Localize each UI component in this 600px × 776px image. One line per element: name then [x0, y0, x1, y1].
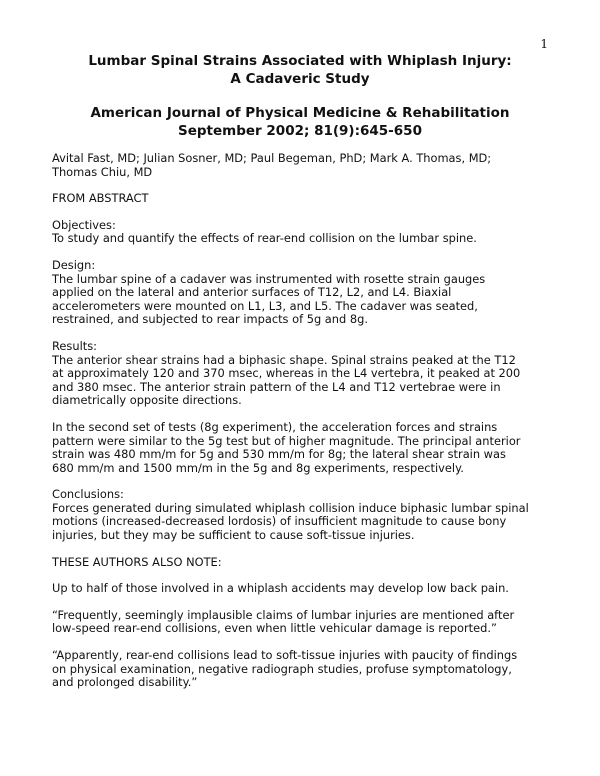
title-line-1: Lumbar Spinal Strains Associated with Whiplash Injury:	[88, 53, 512, 69]
journal-info	[0, 104, 600, 140]
conclusions-heading: Conclusions:	[52, 487, 124, 502]
results-section	[52, 340, 562, 408]
note-2-line-1: “Frequently, seemingly implausible claims of lumbar injuries are mentioned after	[52, 607, 515, 622]
results-paragraph-2	[52, 421, 562, 475]
title-line-2: A Cadaveric Study	[230, 71, 370, 87]
conclusions-line-1: Forces generated during simulated whiplash collision induce biphasic lumbar spinal	[52, 500, 529, 515]
objectives-text: To study and quantify the effects of rear-end collision on the lumbar spine.	[52, 231, 477, 246]
note-1: Up to half of those involved in a whiplash accidents may develop low back pain.	[52, 581, 509, 596]
design-line-1: The lumbar spine of a cadaver was instrumented with rosette strain gauges	[52, 271, 486, 286]
document-body	[52, 152, 562, 690]
results-p2-line-1: In the second set of tests (8g experiment), the acceleration forces and strains	[52, 419, 498, 434]
note-3-line-2: on physical examination, negative radiograph studies, profuse symptomatology,	[52, 661, 512, 676]
journal-citation: September 2002; 81(9):645-650	[178, 123, 422, 139]
results-p1-line-1: The anterior shear strains had a biphasic shape. Spinal strains peaked at the T12	[52, 352, 516, 367]
article-title	[0, 52, 600, 88]
results-p1-line-2: at approximately 120 and 370 msec, whereas in the L4 vertebra, it peaked at 200	[52, 366, 521, 381]
note-2	[52, 609, 562, 636]
design-line-4: restrained, and subjected to rear impacts of 5g and 8g.	[52, 312, 368, 327]
design-line-2: applied on the lateral and anterior surfaces of T12, L2, and L4. Biaxial	[52, 285, 452, 300]
results-p1-line-3: and 380 msec. The anterior strain pattern of the L4 and T12 vertebrae were in	[52, 379, 501, 394]
note-3	[52, 649, 562, 690]
journal-name: American Journal of Physical Medicine & Rehabilitation	[90, 105, 510, 121]
objectives-heading: Objectives:	[52, 217, 116, 232]
results-p2-line-3: strain was 480 mm/m for 5g and 530 mm/m for 8g; the lateral shear strain was	[52, 447, 506, 462]
note-3-line-3: and prolonged disability.”	[52, 675, 198, 690]
conclusions-section	[52, 488, 562, 542]
conclusions-line-2: motions (increased-decreased lordosis) of insufficient magnitude to cause bony	[52, 514, 507, 529]
results-p2-line-2: pattern were similar to the 5g test but of higher magnitude. The principal anterior	[52, 433, 521, 448]
from-abstract-label: FROM ABSTRACT	[52, 191, 149, 206]
results-p1-line-4: diametrically opposite directions.	[52, 393, 242, 408]
authors	[52, 152, 562, 179]
page-number: 1	[540, 37, 548, 51]
note-3-line-1: “Apparently, rear-end collisions lead to soft-tissue injuries with paucity of findings	[52, 648, 518, 663]
also-note-heading: THESE AUTHORS ALSO NOTE:	[52, 554, 222, 569]
design-line-3: accelerometers were mounted on L1, L3, and L5. The cadaver was seated,	[52, 298, 478, 313]
results-p2-line-4: 680 mm/m and 1500 mm/m in the 5g and 8g experiments, respectively.	[52, 460, 464, 475]
note-2-line-2: low-speed rear-end collisions, even when little vehicular damage is reported.”	[52, 621, 497, 636]
design-section	[52, 259, 562, 327]
conclusions-line-3: injuries, but they may be sufficient to cause soft-tissue injuries.	[52, 528, 415, 543]
objectives-section	[52, 219, 562, 246]
authors-line-2: Thomas Chiu, MD	[52, 164, 153, 179]
authors-line-1: Avital Fast, MD; Julian Sosner, MD; Paul Begeman, PhD; Mark A. Thomas, MD;	[52, 151, 492, 165]
results-heading: Results:	[52, 338, 97, 353]
design-heading: Design:	[52, 257, 96, 272]
